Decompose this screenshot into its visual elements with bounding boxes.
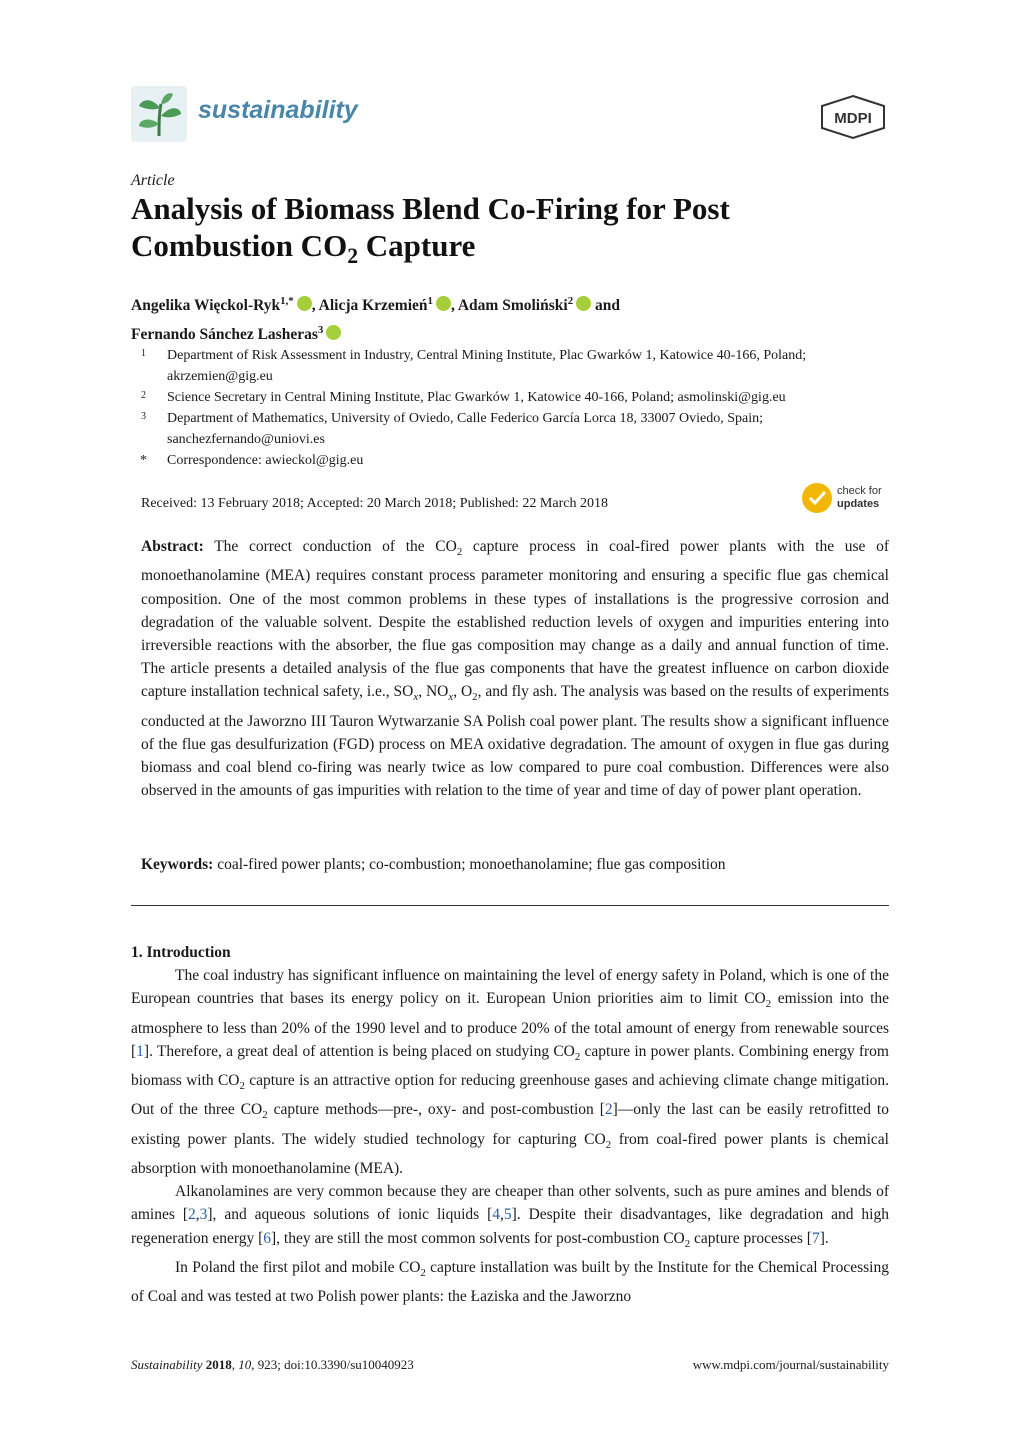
text-run: ].	[819, 1229, 829, 1247]
affiliation-1	[131, 345, 891, 387]
check-updates-button[interactable]	[800, 480, 892, 516]
abstract-label: Abstract:	[141, 538, 204, 555]
mdpi-logo[interactable]	[818, 94, 888, 140]
title-part2: Capture	[358, 228, 476, 263]
abstract-text: capture process in coal-fired power plants with the use of monoethanolamine (MEA) requires constant process parameter monitoring and ensuring a specific flue gas chemical composition. One of the most common problems in these types of installations is the progressive corrosion and degradation of the valuable solvent. Despite the established reduction levels of oxygen and impurities entering into irreversible reactions with the absorber, the flue gas composition may change as a daily and annual function of time. The article presents a detailed analysis of the flue gas components that have the greatest influence on carbon dioxide capture installation technical safety, i.e., SO	[141, 538, 889, 701]
author-sup: 3	[317, 324, 324, 337]
text-run: In Poland the first pilot and mobile CO	[175, 1258, 421, 1276]
text-run: from coal-fired power plants is chemical absorption with monoethanolamine (MEA).	[131, 1130, 889, 1177]
citation-link[interactable]: 5	[503, 1206, 512, 1224]
author-name[interactable]: Adam Smoliński	[457, 297, 568, 315]
author-sup: 1,*	[280, 295, 294, 307]
author-list	[131, 289, 901, 347]
correspondence	[131, 450, 891, 471]
abstract-text: , NO	[418, 683, 449, 701]
abstract-text: , and fly ash. The analysis was based on the results of experiments conducted at the Jaworzno III Tauron Wytwarzanie SA Polish coal power plant. The results show a significant influence of the flue gas desulfurization (FGD) process on MEA oxidative degradation. The amount of oxygen in flue gas during biomass and coal blend co-firing was nearly twice as low compared to pure coal combustion. Differences were also observed in the amounts of gas impurities with relation to the time of year and time of day of power plant operation.	[141, 683, 889, 800]
text-run: capture is an attractive option for reducing greenhouse gases and achieving climate change mitigation. Out of the three CO	[131, 1072, 889, 1119]
text-run: ]. Therefore, a great deal of attention is being placed on studying CO	[143, 1042, 575, 1060]
paper-title	[131, 190, 831, 275]
text-run: capture processes [	[690, 1229, 812, 1247]
sub: 2	[605, 1138, 612, 1151]
section-body	[131, 964, 889, 1308]
abstract-sub: 2	[456, 546, 463, 559]
title-sub: 2	[347, 244, 359, 269]
text-run: emission into the atmosphere to less than 20% of the 1990 level and to produce 20% of the total amount of energy from renewable sources [	[131, 990, 890, 1060]
author-sup: 1	[427, 295, 433, 307]
author-name[interactable]: Angelika Więckol-Ryk	[131, 297, 281, 315]
footer-doi[interactable]: , 923; doi:10.3390/su10040923	[251, 1357, 414, 1372]
check-updates-line1: check for	[837, 485, 882, 497]
text-run: capture in power plants. Combining energy from biomass with CO	[131, 1042, 889, 1089]
section-divider	[131, 905, 889, 906]
footer-year: 2018	[202, 1357, 232, 1372]
affiliation-text: Department of Risk Assessment in Industry, Central Mining Institute, Plac Gwarków 1, Katowice 40-166, Poland; akrzemien@gig.eu	[167, 348, 807, 384]
keywords-text: coal-fired power plants; co-combustion; monoethanolamine; flue gas composition	[213, 856, 726, 873]
text-run: ]—only the last can be easily retrofitted to existing power plants. The widely studied technology for capturing CO	[131, 1101, 889, 1148]
text-run: ,	[195, 1206, 200, 1224]
affiliation-text: Science Secretary in Central Mining Institute, Plac Gwarków 1, Katowice 40-166, Poland; asmolinski@gig.eu	[167, 390, 786, 405]
citation-link[interactable]: 6	[263, 1229, 272, 1247]
text-run: The coal industry has significant influence on maintaining the level of energy safety in Poland, which is one of the European countries that bases its energy policy on it. European Union priorities aim to limit CO	[131, 967, 889, 1008]
title-part1: Analysis of Biomass Blend Co-Firing for Post Combustion CO	[131, 191, 730, 263]
text-run: capture installation was built by the Institute for the Chemical Processing of Coal and was tested at two Polish power plants: the Łaziska and the Jaworzno	[131, 1258, 889, 1306]
section-heading: 1. Introduction	[131, 944, 231, 961]
keywords-label: Keywords:	[141, 856, 214, 873]
orcid-icon[interactable]	[576, 296, 591, 311]
abstract-sub: 2	[472, 691, 478, 704]
author-sup: 2	[567, 295, 574, 307]
abstract	[141, 535, 889, 802]
text-run: capture methods—pre-, oxy- and post-combustion [	[267, 1101, 605, 1119]
citation-link[interactable]: 7	[811, 1229, 820, 1247]
paragraph	[131, 1180, 889, 1256]
sub: 2	[684, 1237, 691, 1250]
citation-link[interactable]: 4	[492, 1206, 500, 1224]
author-sep: ,	[311, 297, 319, 315]
footer-journal: Sustainability	[131, 1357, 203, 1372]
abstract-sub: x	[413, 691, 419, 704]
citation-link[interactable]: 2	[187, 1206, 196, 1224]
journal-name[interactable]: sustainability	[198, 96, 358, 124]
journal-logo-icon	[131, 86, 187, 142]
abstract-text: The correct conduction of the CO	[203, 538, 457, 555]
affiliation-number: 2	[141, 390, 146, 401]
sub: 2	[239, 1080, 245, 1093]
affiliation-2	[131, 387, 891, 408]
author-sep: ,	[450, 297, 458, 315]
keywords	[141, 856, 889, 874]
sub: 2	[420, 1266, 426, 1279]
author-name[interactable]: Alicja Krzemień	[318, 297, 428, 315]
affiliation-number: 1	[141, 348, 146, 359]
citation-link[interactable]: 3	[199, 1206, 208, 1224]
sub: 2	[765, 998, 772, 1011]
citation-link[interactable]: 2	[604, 1101, 613, 1119]
abstract-sub: x	[448, 691, 454, 704]
paragraph	[131, 964, 889, 1180]
check-updates-line2: updates	[837, 498, 880, 510]
text-run: ]. Despite their disadvantages, like degradation and high regeneration energy [	[131, 1206, 889, 1247]
correspondence-text: Correspondence: awieckol@gig.eu	[167, 453, 364, 468]
footer-volume: 10	[238, 1357, 252, 1372]
citation-link[interactable]: 1	[136, 1042, 144, 1060]
footer-url[interactable]: www.mdpi.com/journal/sustainability	[692, 1357, 889, 1372]
mdpi-logo-text: MDPI	[834, 110, 872, 127]
paragraph	[131, 1256, 889, 1309]
author-name[interactable]: Fernando Sánchez Lasheras	[131, 326, 318, 344]
footer-citation: Sustainability 2018, 10, 923; doi:10.3390/su10040923	[131, 1357, 414, 1372]
correspondence-star: *	[140, 453, 147, 468]
orcid-icon[interactable]	[297, 296, 312, 311]
sub: 2	[262, 1109, 268, 1122]
affiliation-3	[131, 408, 891, 450]
author-sep: and	[591, 297, 620, 315]
affiliation-number: 3	[141, 411, 146, 422]
text-run: ,	[499, 1206, 504, 1224]
abstract-text: , O	[453, 683, 473, 701]
article-type: Article	[131, 172, 175, 189]
orcid-icon[interactable]	[326, 325, 341, 340]
orcid-icon[interactable]	[436, 296, 451, 311]
publication-dates: Received: 13 February 2018; Accepted: 20 March 2018; Published: 22 March 2018	[141, 496, 608, 511]
text-run: ], they are still the most common solvents for post-combustion CO	[271, 1229, 685, 1247]
text-run: ], and aqueous solutions of ionic liquids [	[207, 1206, 493, 1224]
text-run: Alkanolamines are very common because they are cheaper than other solvents, such as pure amines and blends of amines [	[131, 1183, 889, 1224]
sub: 2	[574, 1050, 581, 1063]
affiliation-text: Department of Mathematics, University of Oviedo, Calle Federico García Lorca 18, 33007 Oviedo, Spain; sanchezfernando@uniovi.es	[167, 411, 763, 447]
